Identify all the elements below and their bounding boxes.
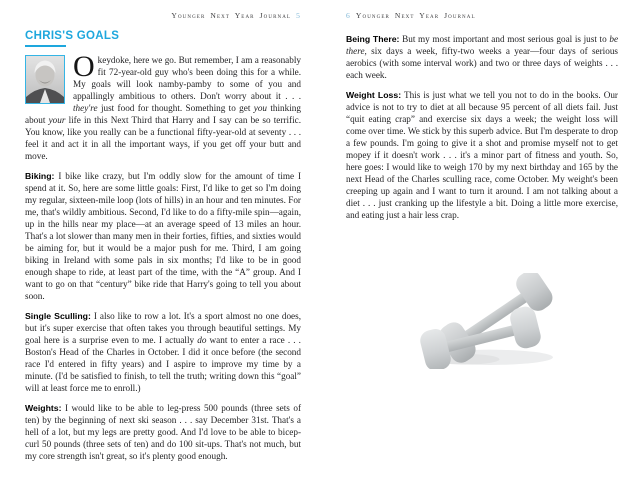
goal-paragraph-weights bbox=[25, 402, 301, 462]
opening-text: keydoke, here we go. But remember, I am a reasonably fit 72-year-old guy who's been doing this for a while. My goals will look namby-pamby to some of you and appallingly ambitious to others. Don't worry about it . . . they're just food for thought. Something to get you thinking about your life in this Next Third that Harry and I say can be so terrific. You know, like you really can be a functional fifty-year-old at seventy . . . feel it and act it in all the important ways, if you get off your butt and move. bbox=[25, 55, 302, 161]
paragraph-lead: Single Sculling: bbox=[25, 311, 91, 321]
goal-paragraph-weight-loss bbox=[346, 89, 618, 221]
running-head-left bbox=[25, 11, 301, 20]
goal-paragraph-sculling bbox=[25, 310, 301, 394]
chris-portrait-photo bbox=[25, 55, 65, 104]
paragraph-text: I would like to be able to leg-press 500 pounds (three sets of ten) by the beginning of next ski season . . . say December 31st. That's a hell of a lot, but my legs are pretty good. And I'd love to be able to bicep-curl 50 pounds (three sets of ten) and do 100 sit-ups. That's not much, but my core strength isn't great, so it's plenty good enough. bbox=[25, 403, 301, 461]
paragraph-lead: Weights: bbox=[25, 403, 62, 413]
journal-title: Younger Next Year Journal bbox=[171, 11, 292, 20]
page-number-right: 6 bbox=[346, 11, 351, 20]
journal-title: Younger Next Year Journal bbox=[355, 11, 476, 20]
section-title: CHRIS'S GOALS bbox=[25, 30, 120, 42]
page-left bbox=[25, 0, 301, 480]
paragraph-text: But my most important and most serious goal is just to be there, six days a week, fifty-two weeks a year—four days of serious aerobics (with some interval work) and two or three days of weights . . . each week. bbox=[346, 34, 619, 80]
title-underline-rule bbox=[25, 45, 66, 47]
paragraph-text: I bike like crazy, but I'm oddly slow for the amount of time I spend at it. So, here are some little goals: First, I'd like to get so I'm doing my regular, sixteen-mile loop (lots of hills) in an hour and ten minutes. For me, that's wildly ambitious. Second, I'd like to do a fifty-mile spin—again, up in the hills near my place—at an average speed of 13 miles an hour. That's a lot slower than many men in their forties, fifties, and sixties would be aiming for, but it would be a major push for me. Third, I am going biking in Ireland with some pals in six months; I'd like to be in good enough shape to ride, at least part of the time, with the “A” group. And I want to go on that “century” bike ride that Harry's going to tell you about soon. bbox=[25, 171, 302, 301]
dumbbells-photo bbox=[382, 273, 594, 374]
opening-paragraph bbox=[25, 50, 302, 162]
paragraph-text: I also like to row a lot. It's a sport almost no one does, but it's super exercise that often takes you through beautiful settings. My goal here is a surprise even to me. I actually do want to enter a race . . . Boston's Head of the Charles in October. I did it once before (the second race I'd entered in fifty years) and I aspire to improve my time by a minute. (I'd be satisfied to finish, to tell the truth; writing down this “goal” will at least force me to enroll.) bbox=[25, 311, 302, 393]
goal-paragraph-being-there bbox=[346, 33, 618, 81]
paragraph-lead: Being There: bbox=[346, 34, 400, 44]
goal-paragraph-biking bbox=[25, 170, 301, 302]
running-head-right bbox=[346, 11, 618, 20]
paragraph-lead: Biking: bbox=[25, 171, 55, 181]
drop-cap: O bbox=[73, 50, 95, 83]
page-right bbox=[346, 0, 618, 480]
page-number-left: 5 bbox=[296, 11, 301, 20]
paragraph-lead: Weight Loss: bbox=[346, 90, 402, 100]
paragraph-text: This is just what we tell you not to do in the books. Our advice is not to try to diet at all because 95 percent of all diets fail. Just “quit eating crap” and exercise six days a week; the weight loss will come over time. We stick by this superb advice. But I'm desperate to drop a few pounds. I'm going to give it a shot and promise myself not to get mopey if it doesn't work . . . it's a minor part of fitness and youth. So, here goes: I would like to weigh 170 by my next birthday and 165 by the next Head of the Charles sculling race, come October. My weight's been creeping up again and I want to turn it around. I am not talking about a diet . . . just cranking up the lifestyle a bit. Doing a little more exercise, and eating just a hair less crap. bbox=[346, 90, 618, 220]
